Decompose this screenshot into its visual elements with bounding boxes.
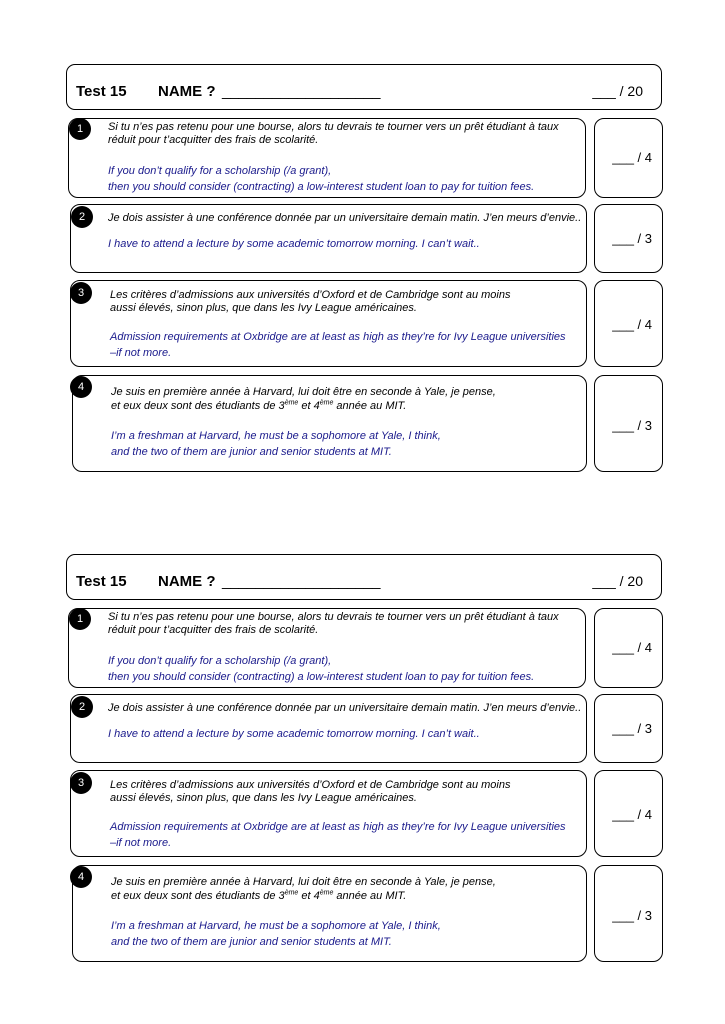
name-blank[interactable]: ___________________ (222, 83, 381, 100)
total-score: ___ / 20 (592, 573, 643, 589)
question-number-4: 4 (70, 376, 92, 398)
question-number-3: 3 (70, 282, 92, 304)
score-box-1 (594, 118, 663, 198)
score-3[interactable]: ___ / 4 (612, 807, 652, 822)
score-1[interactable]: ___ / 4 (612, 640, 652, 655)
test-sheet-2 (0, 554, 725, 984)
superscript: ème (319, 399, 334, 407)
english-line: Admission requirements at Oxbridge are at least as high as they’re for Ivy League universities (110, 821, 566, 833)
header-box (66, 554, 662, 600)
french-line: Les critères d’admissions aux universités d’Oxford et de Cambridge sont au moins (110, 779, 511, 791)
french-line: aussi élevés, sinon plus, que dans les Ivy League américaines. (110, 302, 417, 314)
english-line: –if not more. (110, 837, 172, 849)
score-box-3 (594, 770, 663, 857)
score-box-4 (594, 375, 663, 472)
score-2[interactable]: ___ / 3 (612, 721, 652, 736)
french-line: aussi élevés, sinon plus, que dans les Ivy League américaines. (110, 792, 417, 804)
french-line: Les critères d’admissions aux universités d’Oxford et de Cambridge sont au moins (110, 289, 511, 301)
score-box-2 (594, 204, 663, 273)
name-label: NAME ? (158, 573, 216, 590)
english-line: then you should consider (contracting) a low-interest student loan to pay for tuition fees. (108, 671, 535, 683)
french-line: Je suis en première année à Harvard, lui doit être en seconde à Yale, je pense, (111, 386, 496, 398)
score-box-3 (594, 280, 663, 367)
french-line: Si tu n’es pas retenu pour une bourse, alors tu devrais te tourner vers un prêt étudiant à taux (108, 121, 559, 133)
question-number-2: 2 (71, 696, 93, 718)
question-number-2: 2 (71, 206, 93, 228)
test-label: Test 15 (76, 573, 127, 590)
english-line: and the two of them are junior and senior students at MIT. (111, 936, 392, 948)
question-number-1: 1 (69, 118, 91, 140)
score-box-4 (594, 865, 663, 962)
score-2[interactable]: ___ / 3 (612, 231, 652, 246)
superscript: ème (284, 399, 299, 407)
english-line: –if not more. (110, 347, 172, 359)
french-line-with-superscripts: et eux deux sont des étudiants de 3ème et 4ème année au MIT. (111, 399, 407, 412)
test-sheet-1 (0, 64, 725, 494)
question-number-4: 4 (70, 866, 92, 888)
english-line: Admission requirements at Oxbridge are at least as high as they’re for Ivy League universities (110, 331, 566, 343)
name-blank[interactable]: ___________________ (222, 573, 381, 590)
score-box-1 (594, 608, 663, 688)
english-line: I’m a freshman at Harvard, he must be a sophomore at Yale, I think, (111, 430, 441, 442)
question-number-1: 1 (69, 608, 91, 630)
french-line: Je dois assister à une conférence donnée par un universitaire demain matin. J’en meurs d’envie.. (108, 212, 582, 224)
french-line: Si tu n’es pas retenu pour une bourse, alors tu devrais te tourner vers un prêt étudiant à taux (108, 611, 559, 623)
score-4[interactable]: ___ / 3 (612, 908, 652, 923)
header-box (66, 64, 662, 110)
english-line: If you don’t qualify for a scholarship (/a grant), (108, 655, 332, 667)
english-line: and the two of them are junior and senior students at MIT. (111, 446, 392, 458)
french-line: Je suis en première année à Harvard, lui doit être en seconde à Yale, je pense, (111, 876, 496, 888)
superscript: ème (284, 889, 299, 897)
french-line: Je dois assister à une conférence donnée par un universitaire demain matin. J’en meurs d’envie.. (108, 702, 582, 714)
english-line: I have to attend a lecture by some academic tomorrow morning. I can’t wait.. (108, 238, 480, 250)
superscript: ème (319, 889, 334, 897)
french-line: réduit pour t’acquitter des frais de scolarité. (108, 624, 319, 636)
question-number-3: 3 (70, 772, 92, 794)
english-line: If you don’t qualify for a scholarship (/a grant), (108, 165, 332, 177)
score-3[interactable]: ___ / 4 (612, 317, 652, 332)
french-line-with-superscripts: et eux deux sont des étudiants de 3ème et 4ème année au MIT. (111, 889, 407, 902)
score-4[interactable]: ___ / 3 (612, 418, 652, 433)
english-line: then you should consider (contracting) a low-interest student loan to pay for tuition fees. (108, 181, 535, 193)
name-label: NAME ? (158, 83, 216, 100)
score-box-2 (594, 694, 663, 763)
total-score: ___ / 20 (592, 83, 643, 99)
french-line: réduit pour t’acquitter des frais de scolarité. (108, 134, 319, 146)
english-line: I’m a freshman at Harvard, he must be a sophomore at Yale, I think, (111, 920, 441, 932)
score-1[interactable]: ___ / 4 (612, 150, 652, 165)
english-line: I have to attend a lecture by some academic tomorrow morning. I can’t wait.. (108, 728, 480, 740)
test-label: Test 15 (76, 83, 127, 100)
